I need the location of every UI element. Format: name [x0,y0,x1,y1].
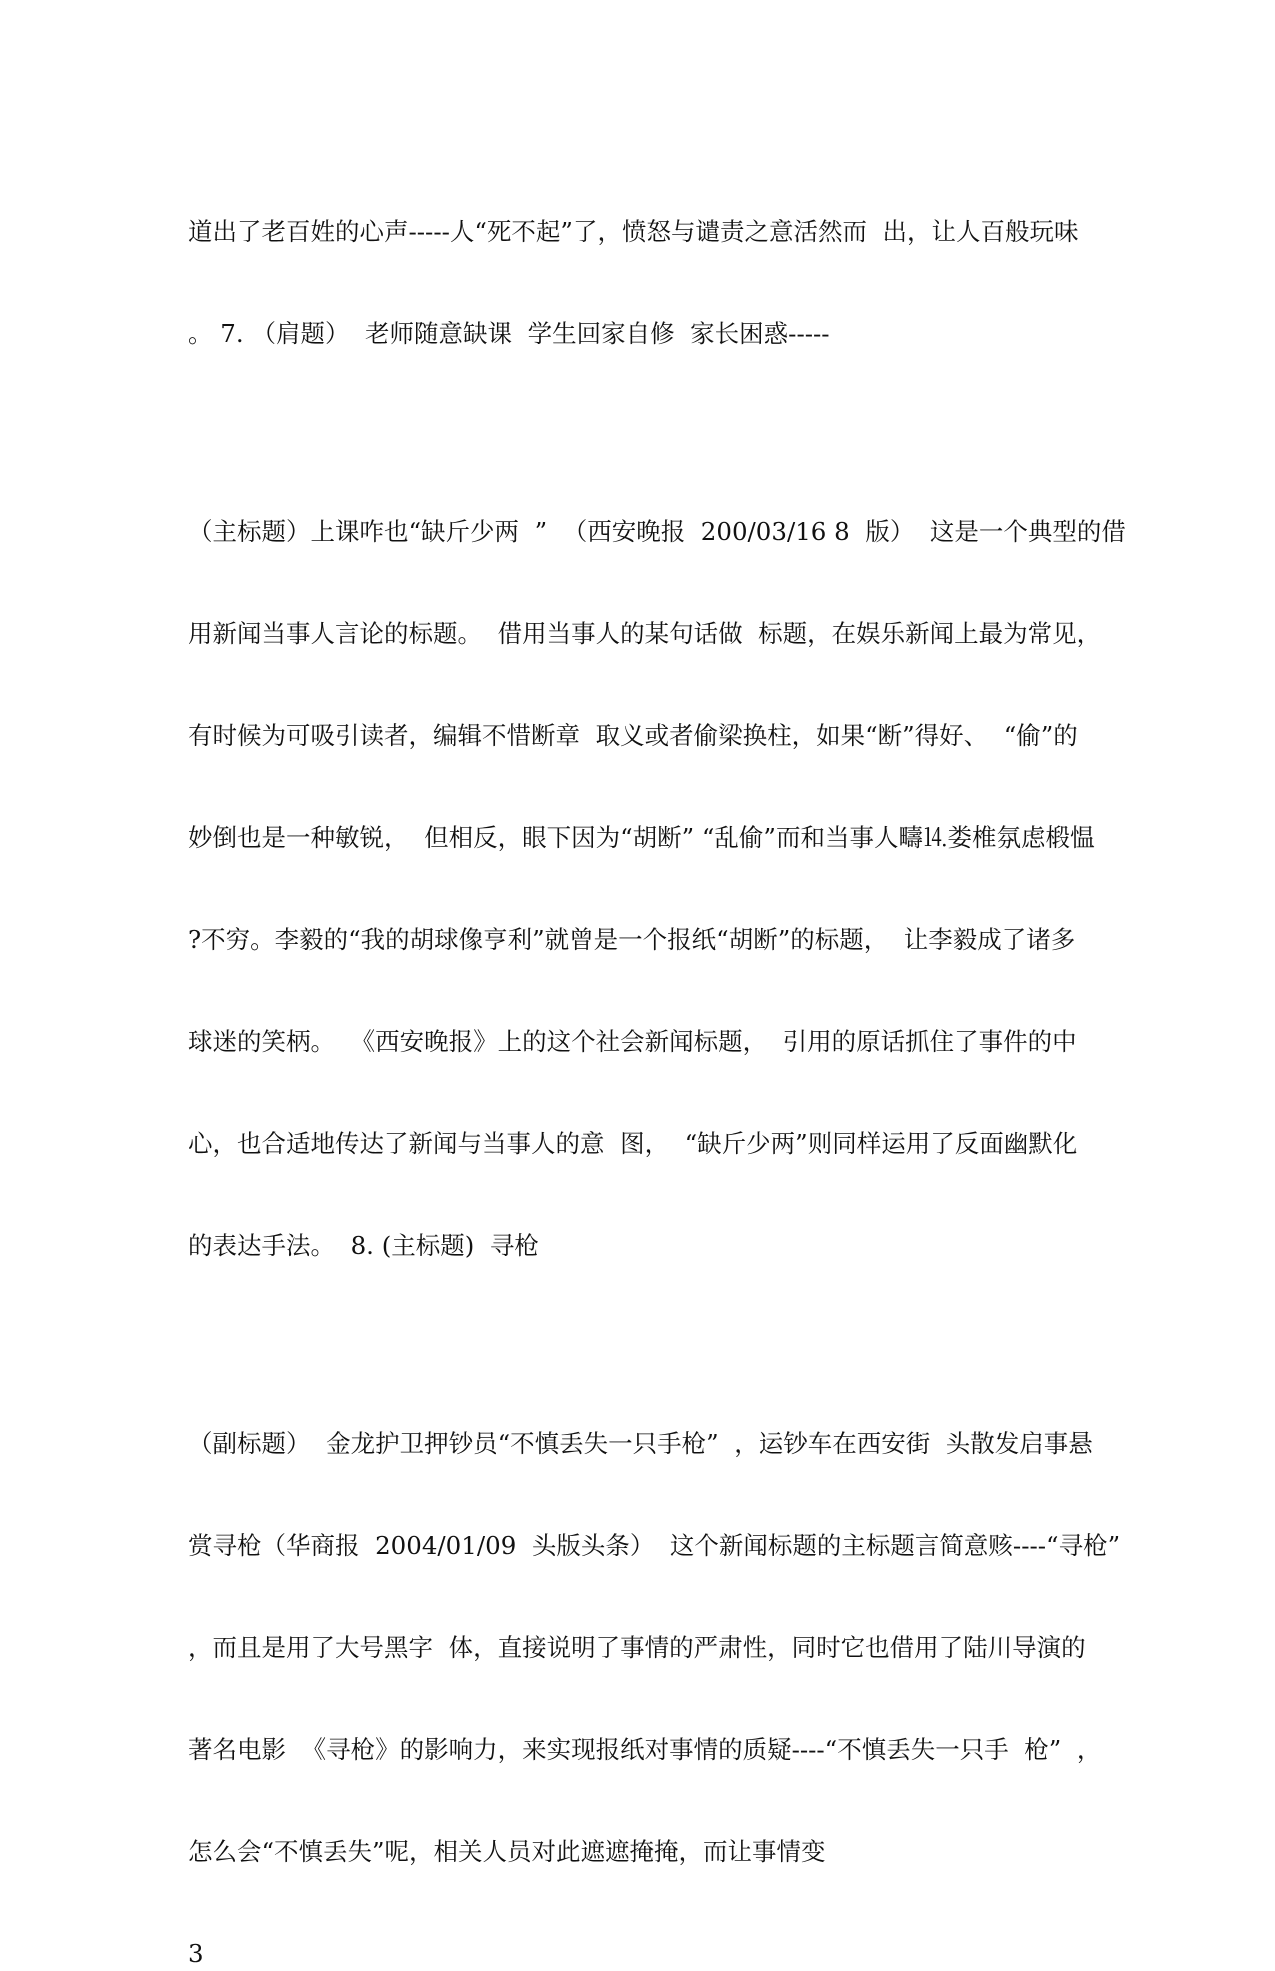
text-line: （副标题） 金龙护卫押钞员“不慎丢失一只手枪” ，运钞车在西安街 头散发启事悬 [188,1429,1093,1458]
text-line: 有时候为可吸引读者，编辑不惜断章 取义或者偷梁换柱，如果“断”得好、 “偷”的 [188,721,1078,750]
text-line: （主标题）上课咋也“缺斤少两 ” （西安晚报 200/03/16 8 版） 这是一个典型的借 [188,517,1126,546]
text-line: 。 7. （肩题） 老师随意缺课 学生回家自修 家长困惑----- [188,319,830,348]
text-line: 心，也合适地传达了新闻与当事人的意 图， “缺斤少两”则同样运用了反面幽默化 [188,1129,1078,1158]
text-line: 妙倒也是一种敏锐， 但相反，眼下因为“胡断” “乱偷”而和当事人疇⒕娄椎氛虑椴愠 [188,823,1095,852]
paragraph-2 [188,447,1126,1331]
document-page [188,147,1126,1971]
text-line: 用新闻当事人言论的标题。 借用当事人的某句话做 标题，在娱乐新闻上最为常见， [188,619,1102,648]
text-line: 道出了老百姓的心声-----人“死不起”了，愤怒与谴责之意活然而 出，让人百般玩味 [188,217,1079,246]
text-line: ，而且是用了大号黑字 体，直接说明了事情的严肃性，同时它也借用了陆川导演的 [188,1633,1086,1662]
text-line: 赏寻枪（华商报 2004/01/09 头版头条） 这个新闻标题的主标题言简意赅----“寻枪” [188,1531,1121,1560]
text-line: ?不穷。李毅的“我的胡球像亨利”就曾是一个报纸“胡断”的标题， 让李毅成了诸多 [188,925,1076,954]
paragraph-1 [188,147,1088,419]
text-line: 球迷的笑柄。 《西安晚报》上的这个社会新闻标题， 引用的原话抓住了事件的中 [188,1027,1077,1056]
text-line: 著名电影 《寻枪》的影响力，来实现报纸对事情的质疑----“不慎丢失一只手 枪” ， [188,1735,1102,1764]
paragraph-3 [188,1359,1121,1937]
paragraph-gap [188,1331,1088,1359]
text-line: 怎么会“不慎丢失”呢，相关人员对此遮遮掩掩，而让事情变 [188,1837,826,1866]
paragraph-gap [188,419,1088,447]
page-number: 3 [188,1939,204,1968]
text-line: 的表达手法。 8. (主标题) 寻枪 [188,1231,539,1260]
